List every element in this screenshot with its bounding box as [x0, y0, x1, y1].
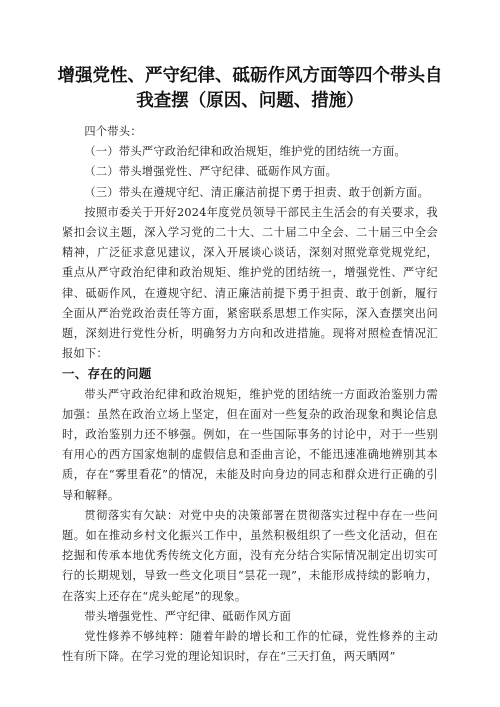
- paragraph: 带头严守政治纪律和政治规矩，维护党的团结统一方面政治鉴别力需加强：虽然在政治立场上坚定，但在面对一些复杂的政治现象和舆论信息时，政治鉴别力还不够强。例如，在一些国际事务的讨论中，对于一些别有用心的西方国家炮制的虚假信息和歪曲言论，不能迅速准确地辨别其本质，存在“雾里看花”的情况，未能及时向身边的同志和群众进行正确的引导和解释。: [62, 387, 438, 502]
- sub-heading: 带头增强党性、严守纪律、砥砺作风方面: [84, 609, 292, 623]
- paragraph: 贯彻落实有欠缺：对党中央的决策部署在贯彻落实过程中存在一些问题。如在推动乡村文化振兴工作中，虽然积极组织了一些文化活动，但在挖掘和传承本地优秀传统文化方面，没有充分结合实际情况制定出切实可行的长期规划，导致一些文化项目“昙花一现”，未能形成持续的影响力，在落实上还存在“虎头蛇尾”的现象。: [62, 508, 438, 603]
- list-item: （三）带头在遵规守纪、清正廉洁前提下勇于担责、敢于创新方面。: [84, 185, 430, 199]
- intro-label: 四个带头：: [84, 125, 142, 138]
- document-body: [62, 122, 438, 667]
- document-title: 增强党性、严守纪律、砥砺作风方面等四个带头自我查摆（原因、问题、措施）: [57, 66, 443, 111]
- list-item: （一）带头严守政治纪律和政治规矩，维护党的团结统一方面。: [84, 145, 407, 159]
- section-heading: 一、存在的问题: [62, 366, 152, 382]
- opening-paragraph: 按照市委关于开好2024年度党员领导干部民主生活会的有关要求，我紧扣会议主题，深入学习党的二十大、二十届二中全会、二十届三中全会精神，广泛征求意见建议，深入开展谈心谈话，深刻对照党章党规党纪，重点从严守政治纪律和政治规矩、维护党的团结统一，增强党性、严守纪律、砥砺作风，在遵规守纪、清正廉洁前提下勇于担责、敢于创新，履行全面从严治党政治责任等方面，紧密联系思想工作实际，深入查摆突出问题，深刻进行党性分析，明确努力方向和改进措施。现将对照检查情况汇报如下：: [62, 205, 438, 361]
- paragraph: 党性修养不够纯粹：随着年龄的增长和工作的忙碌，党性修养的主动性有所下降。在学习党的理论知识时，存在“三天打鱼，两天晒网”: [62, 630, 438, 664]
- list-item: （二）带头增强党性、严守纪律、砥砺作风方面。: [84, 165, 338, 179]
